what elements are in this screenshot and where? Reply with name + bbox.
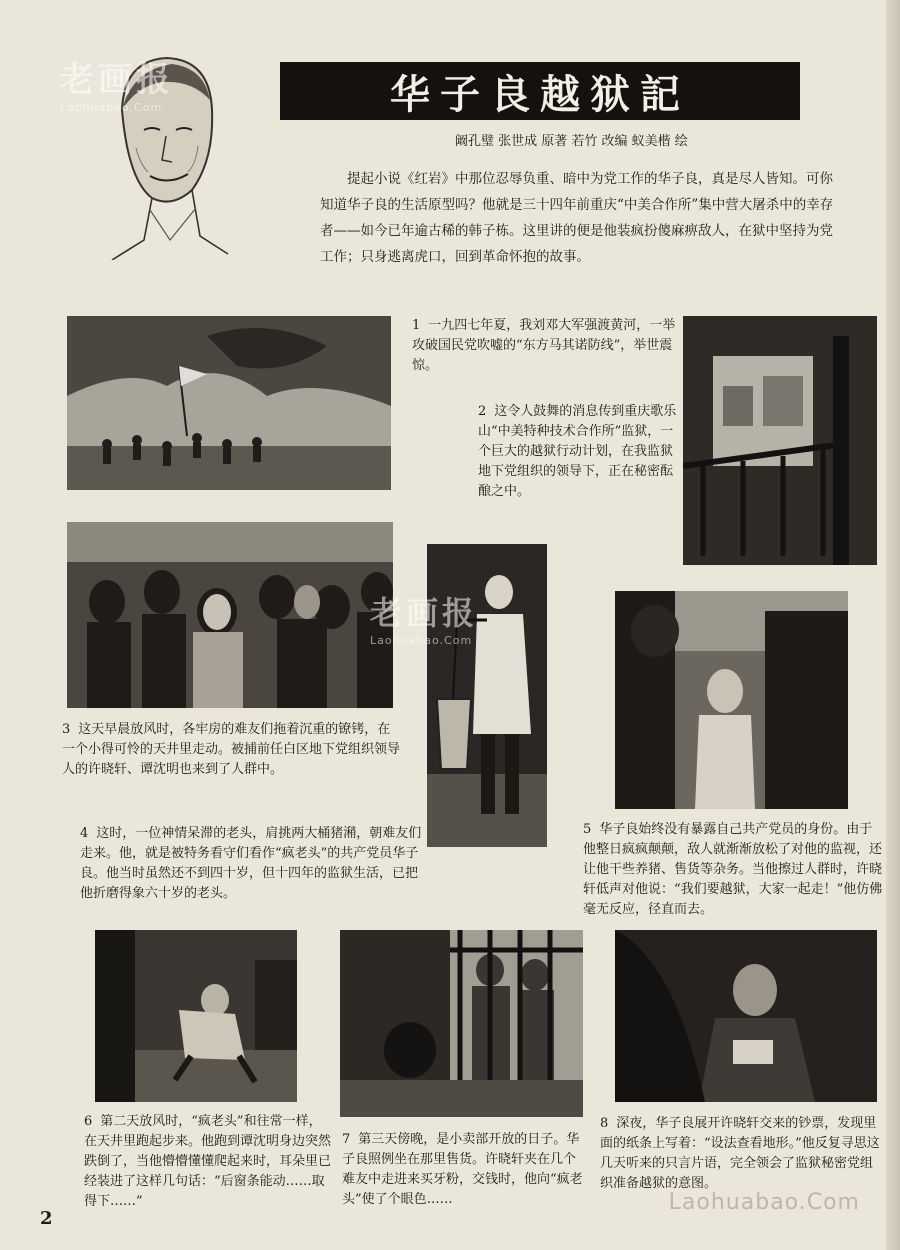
watermark-text: 老画报: [60, 60, 174, 100]
caption-number: 1: [412, 318, 421, 333]
caption-text: 这令人鼓舞的消息传到重庆歌乐山“中美特种技术合作所”监狱，一个巨大的越狱行动计划，在我监狱地下党组织的领导下，正在秘密酝酿之中。: [478, 404, 677, 499]
caption-text: 一九四七年夏，我刘邓大军强渡黄河，一举攻破国民党吹嘘的“东方马其诺防线”，举世震惊。: [412, 318, 676, 373]
page-title: 华子良越狱記: [390, 70, 690, 118]
panel-5-whisper: [615, 591, 848, 809]
caption-number: 3: [62, 722, 71, 737]
caption-number: 2: [478, 404, 487, 419]
panel-6-fall: [95, 930, 297, 1102]
watermark-sub: Laohuabao.Com: [370, 634, 473, 647]
caption-text: 深夜，华子良展开许晓轩交来的钞票，发现里面的纸条上写着：“设法查看地形。”他反复寻思这几天听来的只言片语，完全领会了监狱秘密党组织准备越狱的意图。: [600, 1116, 880, 1191]
caption-text: 这时，一位神情呆滞的老头，肩挑两大桶猪潲，朝难友们走来。他，就是被特务看守们看作“疯老头”的共产党员华子良。他当时虽然还不到四十岁，但十四年的监狱生活，已把他折磨得象六十岁的老头。: [80, 826, 422, 901]
caption-number: 7: [342, 1132, 351, 1147]
caption-number: 4: [80, 826, 89, 841]
panel-3-prisoners: [67, 522, 393, 708]
caption-2: [478, 402, 678, 502]
caption-number: 6: [84, 1114, 93, 1129]
caption-number: 5: [583, 822, 592, 837]
caption-6: [84, 1112, 334, 1212]
caption-text: 第三天傍晚，是小卖部开放的日子。华子良照例坐在那里售货。许晓轩夹在几个难友中走进来买牙粉，交钱时，他向“疯老头”使了个眼色……: [342, 1132, 583, 1207]
caption-text: 第二天放风时，“疯老头”和往常一样，在天井里跑起步来。他跑到谭沈明身边突然跌倒了，当他懵懵懂懂爬起来时，耳朵里已经装进了这样几句话：“后窗条能动……取得下……”: [84, 1114, 332, 1209]
caption-1: [412, 316, 677, 376]
caption-4: [80, 824, 425, 904]
watermark-bottom: Laohuabao.Com: [668, 1190, 860, 1215]
caption-7: [342, 1130, 587, 1210]
panel-7-shop: [340, 930, 583, 1117]
intro-text: 提起小说《红岩》中那位忍辱负重、暗中为党工作的华子良，真是尽人皆知。可你知道华子良的生活原型吗？他就是三十四年前重庆“中美合作所”集中营大屠杀中的幸存者——如今已年逾古稀的韩子栋。这里讲的便是他装疯扮傻麻痹敌人，在狱中坚持为党工作；只身逃离虎口，回到革命怀抱的故事。: [320, 171, 834, 265]
credits: 阚孔璧 张世成 原著 若竹 改编 蚁美楷 绘: [455, 134, 688, 149]
caption-5: [583, 820, 883, 920]
panel-8-note: [615, 930, 877, 1102]
caption-text: 华子良始终没有暴露自己共产党员的身份。由于他整日疯疯颠颠，敌人就渐渐放松了对他的监视，还让他干些养猪、售货等杂务。当他擦过人群时，许晓轩低声对他说：“我们要越狱，大家一起走！”他仿佛毫无反应，径直而去。: [583, 822, 883, 917]
panel-2-corridor: [683, 316, 877, 565]
watermark-top: [60, 52, 174, 114]
caption-text: 这天早晨放风时，各牢房的难友们拖着沉重的镣铐，在一个小得可怜的天井里走动。被捕前任白区地下党组织领导人的许晓轩、谭沈明也来到了人群中。: [62, 722, 401, 777]
caption-3: [62, 720, 402, 780]
panel-1-battle: [67, 316, 391, 490]
caption-8: [600, 1114, 885, 1194]
watermark-text: 老画报: [370, 594, 479, 632]
title-bar: [280, 62, 800, 120]
page-edge: [886, 0, 900, 1250]
watermark-sub: Laohuabao.Com: [60, 101, 163, 114]
watermark-center: [370, 588, 478, 647]
page-number: 2: [40, 1208, 53, 1229]
caption-number: 8: [600, 1116, 609, 1131]
